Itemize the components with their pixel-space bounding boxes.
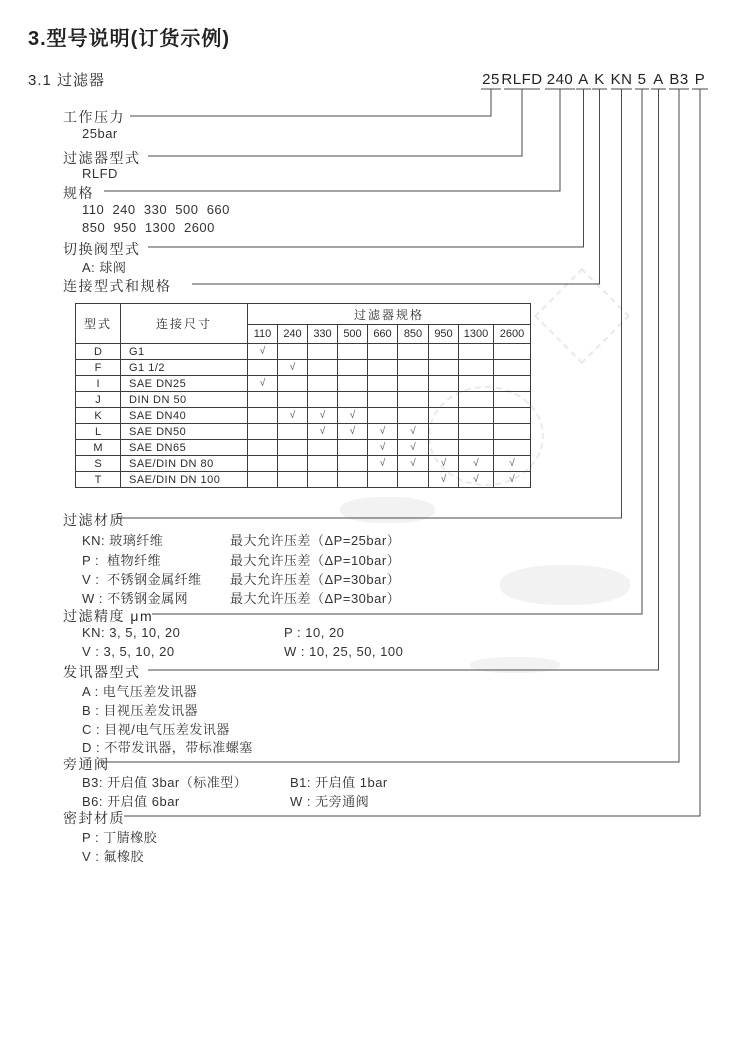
media-item <box>82 550 161 569</box>
empty-cell <box>398 344 429 360</box>
check-cell: √ <box>429 472 459 488</box>
empty-cell <box>248 424 278 440</box>
model-code-token: 5 <box>637 71 647 88</box>
media-note: 最大允许压差（ΔP=30bar） <box>230 591 401 606</box>
col-header-type: 型式 <box>76 304 121 344</box>
media-item <box>82 588 188 607</box>
empty-cell <box>459 440 494 456</box>
table-row <box>76 440 531 456</box>
check-cell: √ <box>278 408 308 424</box>
indicator-item: A : 电气压差发讯器 <box>82 684 198 699</box>
model-code-token: P <box>694 71 706 88</box>
check-cell: √ <box>368 424 398 440</box>
size-header: 950 <box>429 325 459 344</box>
media-note: 最大允许压差（ΔP=10bar） <box>230 553 401 568</box>
field-label-switch-valve: 切换阀型式 <box>63 241 141 257</box>
empty-cell <box>338 344 368 360</box>
field-label-fineness: 过滤精度 μm <box>63 608 154 624</box>
dimension-cell: SAE/DIN DN 100 <box>121 472 248 488</box>
model-code-token: A <box>578 71 589 88</box>
bypass-left: B3: 开启值 3bar（标准型） <box>82 775 248 790</box>
size-header: 500 <box>338 325 368 344</box>
empty-cell <box>429 376 459 392</box>
check-cell: √ <box>308 424 338 440</box>
media-name: 不锈钢金属纤维 <box>107 572 202 587</box>
empty-cell <box>398 392 429 408</box>
bypass-right: W : 无旁通阀 <box>290 794 370 809</box>
type-code-cell: D <box>76 344 121 360</box>
empty-cell <box>429 344 459 360</box>
size-header: 330 <box>308 325 338 344</box>
field-label-indicator: 发讯器型式 <box>63 664 141 680</box>
empty-cell <box>278 424 308 440</box>
empty-cell <box>338 440 368 456</box>
empty-cell <box>248 360 278 376</box>
dimension-cell: DIN DN 50 <box>121 392 248 408</box>
empty-cell <box>308 360 338 376</box>
table-row <box>76 360 531 376</box>
empty-cell <box>429 408 459 424</box>
media-code: V : <box>82 572 100 587</box>
seal-item: V : 氟橡胶 <box>82 849 145 864</box>
size-header: 110 <box>248 325 278 344</box>
check-cell: √ <box>248 376 278 392</box>
empty-cell <box>494 408 531 424</box>
check-cell: √ <box>248 344 278 360</box>
check-cell: √ <box>368 440 398 456</box>
model-code-token: 25 <box>482 71 500 88</box>
type-code-cell: K <box>76 408 121 424</box>
size-header: 240 <box>278 325 308 344</box>
empty-cell <box>308 472 338 488</box>
field-value-working-pressure: 25bar <box>82 126 118 141</box>
empty-cell <box>494 360 531 376</box>
empty-cell <box>308 392 338 408</box>
dimension-cell: SAE/DIN DN 80 <box>121 456 248 472</box>
field-label-seal: 密封材质 <box>63 810 125 826</box>
empty-cell <box>429 440 459 456</box>
empty-cell <box>308 344 338 360</box>
empty-cell <box>308 376 338 392</box>
empty-cell <box>494 344 531 360</box>
field-label-connection: 连接型式和规格 <box>63 278 172 294</box>
empty-cell <box>278 392 308 408</box>
page-title: 3.型号说明(订货示例) <box>28 28 230 50</box>
empty-cell <box>368 408 398 424</box>
media-code: KN: <box>82 533 106 548</box>
empty-cell <box>278 344 308 360</box>
table-row <box>76 344 531 360</box>
seal-item: P : 丁腈橡胶 <box>82 830 158 845</box>
empty-cell <box>398 376 429 392</box>
connection-table <box>75 303 531 488</box>
empty-cell <box>494 440 531 456</box>
watermark-smudge <box>470 657 560 673</box>
empty-cell <box>248 440 278 456</box>
indicator-item: D : 不带发讯器，带标准螺塞 <box>82 740 253 755</box>
type-code-cell: J <box>76 392 121 408</box>
check-cell: √ <box>338 408 368 424</box>
empty-cell <box>459 360 494 376</box>
watermark-smudge <box>500 565 630 605</box>
empty-cell <box>308 456 338 472</box>
empty-cell <box>398 408 429 424</box>
table-row <box>76 456 531 472</box>
model-code-token: KN <box>610 71 633 88</box>
media-note: 最大允许压差（ΔP=25bar） <box>230 533 401 548</box>
table-row <box>76 376 531 392</box>
bypass-left: B6: 开启值 6bar <box>82 794 180 809</box>
empty-cell <box>459 424 494 440</box>
empty-cell <box>338 456 368 472</box>
media-name: 不锈钢金属网 <box>107 591 189 606</box>
size-header: 660 <box>368 325 398 344</box>
col-header-dimension: 连接尺寸 <box>121 304 248 344</box>
section-heading: 3.1 过滤器 <box>28 72 106 89</box>
empty-cell <box>398 360 429 376</box>
indicator-item: B : 目视压差发讯器 <box>82 703 199 718</box>
field-label-bypass: 旁通阀 <box>63 756 110 772</box>
field-value-switch-valve: A: 球阀 <box>82 260 127 275</box>
table-row <box>76 472 531 488</box>
model-code-token: K <box>594 71 605 88</box>
media-item <box>82 530 163 549</box>
field-value-size-line2: 850 950 1300 2600 <box>82 220 215 235</box>
empty-cell <box>338 472 368 488</box>
model-code-token: RLFD <box>501 71 543 88</box>
field-value-filter-type: RLFD <box>82 166 118 181</box>
check-cell: √ <box>278 360 308 376</box>
field-label-size: 规格 <box>63 185 94 201</box>
type-code-cell: T <box>76 472 121 488</box>
bypass-right: B1: 开启值 1bar <box>290 775 388 790</box>
dimension-cell: G1 <box>121 344 248 360</box>
empty-cell <box>368 392 398 408</box>
check-cell: √ <box>338 424 368 440</box>
table-row <box>76 408 531 424</box>
field-label-filter-media: 过滤材质 <box>63 512 125 528</box>
empty-cell <box>338 360 368 376</box>
check-cell: √ <box>459 456 494 472</box>
empty-cell <box>248 408 278 424</box>
empty-cell <box>368 344 398 360</box>
empty-cell <box>459 408 494 424</box>
empty-cell <box>308 440 338 456</box>
fineness-left: KN: 3, 5, 10, 20 <box>82 625 181 640</box>
type-code-cell: F <box>76 360 121 376</box>
field-label-filter-type: 过滤器型式 <box>63 150 141 166</box>
empty-cell <box>494 424 531 440</box>
empty-cell <box>368 472 398 488</box>
type-code-cell: L <box>76 424 121 440</box>
empty-cell <box>398 472 429 488</box>
check-cell: √ <box>494 456 531 472</box>
model-code-token: 240 <box>546 71 574 88</box>
empty-cell <box>429 424 459 440</box>
model-code-token: A <box>653 71 664 88</box>
field-label-working-pressure: 工作压力 <box>63 109 125 125</box>
media-code: P : <box>82 553 100 568</box>
fineness-left: V : 3, 5, 10, 20 <box>82 644 175 659</box>
empty-cell <box>338 376 368 392</box>
fineness-right: W : 10, 25, 50, 100 <box>284 644 404 659</box>
dimension-cell: SAE DN65 <box>121 440 248 456</box>
size-header: 2600 <box>494 325 531 344</box>
empty-cell <box>494 376 531 392</box>
media-name: 植物纤维 <box>107 553 162 568</box>
check-cell: √ <box>494 472 531 488</box>
dimension-cell: G1 1/2 <box>121 360 248 376</box>
size-header: 850 <box>398 325 429 344</box>
empty-cell <box>459 376 494 392</box>
empty-cell <box>368 376 398 392</box>
type-code-cell: S <box>76 456 121 472</box>
check-cell: √ <box>398 424 429 440</box>
empty-cell <box>248 456 278 472</box>
model-code-token: B3 <box>669 71 689 88</box>
empty-cell <box>278 440 308 456</box>
empty-cell <box>278 472 308 488</box>
fineness-right: P : 10, 20 <box>284 625 345 640</box>
empty-cell <box>278 376 308 392</box>
type-code-cell: I <box>76 376 121 392</box>
empty-cell <box>338 392 368 408</box>
check-cell: √ <box>459 472 494 488</box>
empty-cell <box>494 392 531 408</box>
media-item <box>82 569 202 588</box>
media-code: W : <box>82 591 103 606</box>
empty-cell <box>429 392 459 408</box>
check-cell: √ <box>429 456 459 472</box>
indicator-item: C : 目视/电气压差发讯器 <box>82 722 230 737</box>
check-cell: √ <box>368 456 398 472</box>
empty-cell <box>368 360 398 376</box>
dimension-cell: SAE DN25 <box>121 376 248 392</box>
empty-cell <box>278 456 308 472</box>
table-row <box>76 392 531 408</box>
media-name: 玻璃纤维 <box>109 533 164 548</box>
empty-cell <box>248 392 278 408</box>
empty-cell <box>459 344 494 360</box>
col-header-filter-sizes: 过滤器规格 <box>248 304 531 325</box>
dimension-cell: SAE DN50 <box>121 424 248 440</box>
empty-cell <box>429 360 459 376</box>
check-cell: √ <box>308 408 338 424</box>
type-code-cell: M <box>76 440 121 456</box>
table-row <box>76 424 531 440</box>
size-header: 1300 <box>459 325 494 344</box>
dimension-cell: SAE DN40 <box>121 408 248 424</box>
empty-cell <box>248 472 278 488</box>
check-cell: √ <box>398 456 429 472</box>
watermark-diamond <box>534 268 630 364</box>
empty-cell <box>459 392 494 408</box>
watermark-smudge <box>340 497 435 523</box>
check-cell: √ <box>398 440 429 456</box>
media-note: 最大允许压差（ΔP=30bar） <box>230 572 401 587</box>
field-value-size-line1: 110 240 330 500 660 <box>82 202 230 217</box>
